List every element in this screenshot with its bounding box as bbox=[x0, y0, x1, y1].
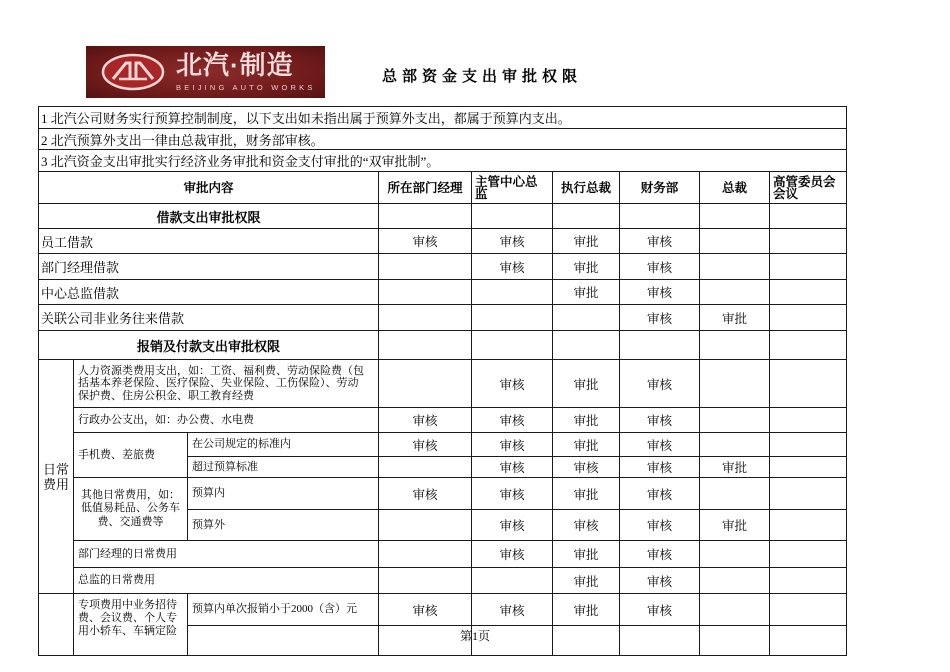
cell-president bbox=[700, 568, 770, 594]
cell-president: 审批 bbox=[700, 510, 770, 541]
cell-center-director: 审核 bbox=[472, 408, 553, 433]
row-sub-label: 预算内 bbox=[188, 478, 379, 510]
cell-exec-president: 审批 bbox=[553, 408, 620, 433]
cell-center-director: 审核 bbox=[472, 254, 553, 280]
cell-dept-manager: 审核 bbox=[379, 594, 472, 626]
cell-committee bbox=[770, 478, 847, 510]
header-row bbox=[39, 172, 847, 204]
empty-cell bbox=[379, 331, 472, 360]
section-title-reimburse: 报销及付款支出审批权限 bbox=[39, 331, 379, 360]
row-admin-expense bbox=[39, 408, 847, 433]
empty-cell bbox=[553, 204, 620, 229]
row-sub-label: 超过预算标准 bbox=[188, 457, 379, 478]
baic-emblem-icon bbox=[100, 52, 166, 92]
row-group-label: 手机费、差旅费 bbox=[74, 433, 188, 478]
note-text: 3 北汽资金支出审批实行经济业务审批和资金支付审批的“双审批制”。 bbox=[39, 150, 847, 172]
header-approval-content: 审批内容 bbox=[39, 172, 379, 204]
cell-president bbox=[700, 280, 770, 305]
cell-committee bbox=[770, 594, 847, 626]
cell-dept-manager: 审核 bbox=[379, 433, 472, 457]
cell-exec-president: 审批 bbox=[553, 594, 620, 626]
empty-cell bbox=[553, 331, 620, 360]
cell-president bbox=[700, 360, 770, 408]
cell-finance: 审核 bbox=[620, 305, 700, 331]
cell-center-director: 审核 bbox=[472, 433, 553, 457]
company-logo bbox=[86, 46, 325, 98]
cell-dept-manager bbox=[379, 280, 472, 305]
row-sub-label: 在公司规定的标准内 bbox=[188, 433, 379, 457]
row-other-daily-in-budget bbox=[39, 478, 847, 510]
cell-center-director bbox=[472, 280, 553, 305]
cell-exec-president: 审批 bbox=[553, 360, 620, 408]
cell-exec-president: 审批 bbox=[553, 229, 620, 254]
cell-committee bbox=[770, 229, 847, 254]
cell-finance: 审核 bbox=[620, 594, 700, 626]
note-row bbox=[39, 107, 847, 129]
cell-exec-president: 审核 bbox=[553, 457, 620, 478]
row-label: 部门经理借款 bbox=[39, 254, 379, 280]
cell-finance: 审核 bbox=[620, 360, 700, 408]
row-affiliate-loan bbox=[39, 305, 847, 331]
cell-dept-manager bbox=[379, 568, 472, 594]
cell-center-director: 审核 bbox=[472, 457, 553, 478]
cell-exec-president bbox=[553, 305, 620, 331]
cell-exec-president: 审批 bbox=[553, 568, 620, 594]
cell-dept-manager bbox=[379, 254, 472, 280]
cell-committee bbox=[770, 541, 847, 568]
cell-center-director: 审核 bbox=[472, 541, 553, 568]
row-director-loan bbox=[39, 280, 847, 305]
row-label: 行政办公支出，如：办公费、水电费 bbox=[74, 408, 379, 433]
approval-table bbox=[38, 106, 847, 656]
header-finance: 财务部 bbox=[620, 172, 700, 204]
cell-dept-manager: 审核 bbox=[379, 478, 472, 510]
cell-president: 审批 bbox=[700, 457, 770, 478]
logo-tagline: BEIJING AUTO WORKS bbox=[176, 83, 316, 92]
page-number: 第1页 bbox=[459, 629, 490, 643]
group-label-special bbox=[39, 594, 74, 656]
section-title-loan: 借款支出审批权限 bbox=[39, 204, 379, 229]
empty-cell bbox=[770, 331, 847, 360]
cell-dept-manager bbox=[379, 541, 472, 568]
cell-finance: 审核 bbox=[620, 478, 700, 510]
cell-center-director: 审核 bbox=[472, 360, 553, 408]
row-sub-label: 预算外 bbox=[188, 510, 379, 541]
cell-president bbox=[700, 594, 770, 626]
header-exec-president: 执行总裁 bbox=[553, 172, 620, 204]
cell-finance: 审核 bbox=[620, 254, 700, 280]
group-label-daily: 日常费用 bbox=[39, 360, 74, 594]
row-employee-loan bbox=[39, 229, 847, 254]
cell-president bbox=[700, 229, 770, 254]
logo-brand-text: 北汽·制造 bbox=[176, 50, 294, 80]
row-label: 关联公司非业务往来借款 bbox=[39, 305, 379, 331]
cell-president bbox=[700, 254, 770, 280]
cell-exec-president: 审批 bbox=[553, 280, 620, 305]
note-text: 2 北汽预算外支出一律由总裁审批，财务部审核。 bbox=[39, 129, 847, 150]
row-special-under-2000 bbox=[39, 594, 847, 626]
row-label: 人力资源类费用支出，如：工资、福利费、劳动保险费（包括基本养老保险、医疗保险、失业保险、工伤保险）、劳动保护费、住房公积金、职工教育经费 bbox=[74, 360, 379, 408]
cell-center-director: 审核 bbox=[472, 594, 553, 626]
cell-committee bbox=[770, 280, 847, 305]
cell-finance: 审核 bbox=[620, 510, 700, 541]
cell-center-director bbox=[472, 305, 553, 331]
note-row bbox=[39, 129, 847, 150]
cell-finance: 审核 bbox=[620, 229, 700, 254]
empty-cell bbox=[472, 331, 553, 360]
cell-committee bbox=[770, 305, 847, 331]
cell-committee bbox=[770, 408, 847, 433]
row-label: 员工借款 bbox=[39, 229, 379, 254]
cell-committee bbox=[770, 510, 847, 541]
cell-finance: 审核 bbox=[620, 541, 700, 568]
cell-president bbox=[700, 433, 770, 457]
cell-committee bbox=[770, 457, 847, 478]
cell-dept-manager: 审核 bbox=[379, 408, 472, 433]
cell-dept-manager bbox=[379, 510, 472, 541]
empty-cell bbox=[620, 204, 700, 229]
row-group-label: 专项费用中业务招待费、会议费、个人专用小轿车、车辆定险 bbox=[74, 594, 188, 656]
cell-president bbox=[700, 541, 770, 568]
row-label: 中心总监借款 bbox=[39, 280, 379, 305]
cell-center-director: 审核 bbox=[472, 510, 553, 541]
section-row-reimburse bbox=[39, 331, 847, 360]
note-text: 1 北汽公司财务实行预算控制制度，以下支出如未指出属于预算外支出，都属于预算内支出。 bbox=[39, 107, 847, 129]
row-group-label: 其他日常费用，如：低值易耗品、公务车费、交通费等 bbox=[74, 478, 188, 541]
page-title: 总部资金支出审批权限 bbox=[382, 68, 583, 85]
cell-exec-president: 审批 bbox=[553, 254, 620, 280]
cell-exec-president: 审批 bbox=[553, 541, 620, 568]
row-dept-manager-loan bbox=[39, 254, 847, 280]
empty-cell bbox=[472, 204, 553, 229]
row-label: 部门经理的日常费用 bbox=[74, 541, 379, 568]
row-director-daily bbox=[39, 568, 847, 594]
row-phone-travel-within-standard bbox=[39, 433, 847, 457]
row-hr-expense bbox=[39, 360, 847, 408]
empty-cell bbox=[379, 204, 472, 229]
cell-president: 审批 bbox=[700, 305, 770, 331]
note-row bbox=[39, 150, 847, 172]
row-sub-label: 预算内单次报销小于2000（含）元 bbox=[188, 594, 379, 626]
cell-committee bbox=[770, 360, 847, 408]
cell-president bbox=[700, 478, 770, 510]
cell-finance: 审核 bbox=[620, 433, 700, 457]
header-dept-manager: 所在部门经理 bbox=[379, 172, 472, 204]
row-manager-daily bbox=[39, 541, 847, 568]
empty-cell bbox=[700, 204, 770, 229]
header-president: 总裁 bbox=[700, 172, 770, 204]
cell-exec-president: 审批 bbox=[553, 433, 620, 457]
cell-exec-president: 审批 bbox=[553, 478, 620, 510]
cell-dept-manager bbox=[379, 457, 472, 478]
cell-committee bbox=[770, 254, 847, 280]
cell-president bbox=[700, 408, 770, 433]
row-label: 总监的日常费用 bbox=[74, 568, 379, 594]
cell-dept-manager bbox=[379, 360, 472, 408]
cell-committee bbox=[770, 568, 847, 594]
cell-finance: 审核 bbox=[620, 280, 700, 305]
cell-finance: 审核 bbox=[620, 408, 700, 433]
cell-finance: 审核 bbox=[620, 457, 700, 478]
empty-cell bbox=[770, 204, 847, 229]
empty-cell bbox=[620, 331, 700, 360]
cell-center-director bbox=[472, 568, 553, 594]
cell-committee bbox=[770, 433, 847, 457]
cell-exec-president: 审核 bbox=[553, 510, 620, 541]
cell-center-director: 审核 bbox=[472, 229, 553, 254]
cell-center-director: 审核 bbox=[472, 478, 553, 510]
header-center-director: 主管中心总监 bbox=[472, 172, 553, 204]
cell-dept-manager bbox=[379, 305, 472, 331]
cell-dept-manager: 审核 bbox=[379, 229, 472, 254]
cell-finance: 审核 bbox=[620, 568, 700, 594]
empty-cell bbox=[700, 331, 770, 360]
header-committee: 高管委员会会议 bbox=[770, 172, 847, 204]
section-row-loan bbox=[39, 204, 847, 229]
